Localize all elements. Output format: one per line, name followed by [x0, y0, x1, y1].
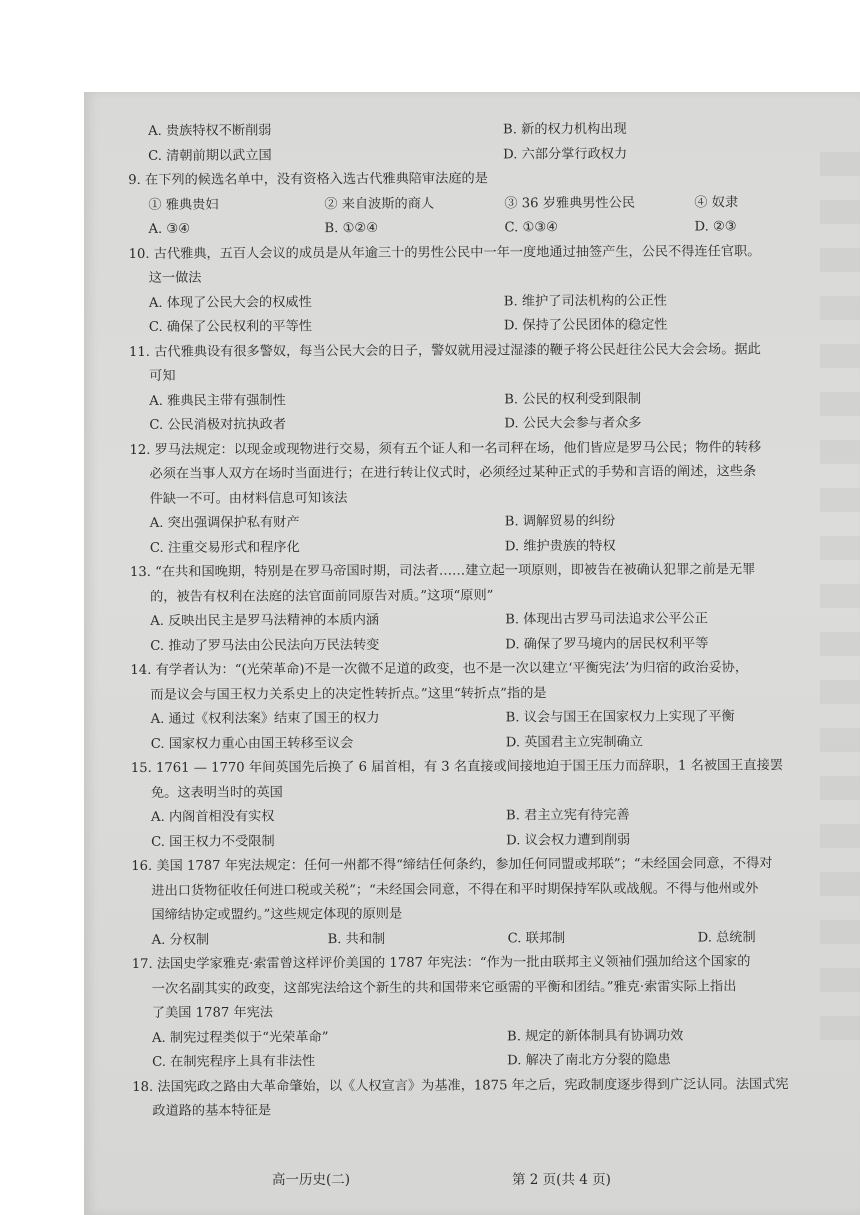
- question-stem: 14. 有学者认为：“(光荣革命)不是一次微不足道的政变，也不是一次以建立‘平衡宪法’为归宿的政治妥协，: [130, 660, 749, 678]
- option-d: D. 六部分掌行政权力: [503, 146, 628, 162]
- option-c: C. 推动了罗马法由公民法向万民法转变: [150, 637, 380, 654]
- question-stem-cont: 而是议会与国王权力关系史上的决定性转折点。”这里“转折点”指的是: [150, 685, 547, 703]
- question-12: [129, 435, 840, 561]
- option-a: A. 体现了公民大会的权威性: [148, 294, 312, 311]
- question-stem-cont: 件缺一不可。由材料信息可知该法: [149, 490, 348, 507]
- option-d: D. 议会权力遭到削弱: [506, 832, 631, 848]
- option-a: A. 制宪过程类似于“光荣革命”: [151, 1029, 329, 1046]
- option-b: B. 新的权力机构出现: [503, 121, 627, 138]
- option-d: D. 总统制: [697, 929, 756, 946]
- option-c: C. 国王权力不受限制: [151, 833, 275, 850]
- question-stem-cont: 的，被告有权利在法庭的法官面前同原告对质。”这项“原则”: [150, 587, 494, 605]
- option-c: C. 联邦制: [507, 930, 566, 946]
- question-stem: 12. 罗马法规定：以现金或现物进行交易，须有五个证人和一名司秤在场，他们皆应是罗马公民；物件的转移: [129, 439, 762, 458]
- option-a: A. 贵族特权不断削弱: [148, 123, 272, 139]
- option-c: C. 注重交易形式和程序化: [149, 539, 300, 556]
- item-1: ① 雅典贵妇: [148, 197, 219, 213]
- question-stem-cont: 了美国 1787 年宪法: [151, 1005, 274, 1021]
- question-options: [129, 386, 839, 438]
- question-stem: 17. 法国史学家雅克·索雷曾这样评价美国的 1787 年宪法：“作为一批由联邦主义领袖们强加给这个国家的: [131, 954, 751, 972]
- footer-subject: 高一历史(二): [272, 1172, 351, 1188]
- question-options: [132, 1023, 842, 1075]
- question-options: [130, 607, 840, 659]
- item-4: ④ 奴隶: [694, 194, 739, 211]
- question-stem-cont: 国缔结协定或盟约。”这些规定体现的原则是: [151, 906, 403, 923]
- question-stem-cont: 一次名副其实的政变，这部宪法给这个新生的共和国带来它亟需的平衡和团结。”雅克·索雷实际上指出: [151, 978, 737, 997]
- question-10: [129, 239, 839, 340]
- question-stem: 10. 古代雅典，五百人会议的成员是从年逾三十的男性公民中一年一度地通过抽签产生，公民不得连任官职。: [128, 243, 761, 262]
- option-b: B. 议会与国王在国家权力上实现了平衡: [505, 709, 735, 726]
- option-a: A. 突出强调保护私有财产: [149, 515, 300, 531]
- option-b: B. 公民的权利受到限制: [504, 391, 642, 407]
- question-options: [131, 705, 841, 757]
- exam-content: [128, 117, 842, 1125]
- question-17: [132, 950, 843, 1076]
- question-stem: 13. “在共和国晚期，特别是在罗马帝国时期，司法者……建立起一项原则，即被告在被确认犯罪之前是无罪: [129, 562, 756, 580]
- option-b: B. 体现出古罗马司法追求公平公正: [505, 611, 708, 628]
- question-stem: 16. 美国 1787 年宪法规定：任何一州都不得“缔结任何条约，参加任何同盟或邦联”；“未经国会同意，不得对: [131, 856, 773, 874]
- option-d: D. 英国君主立宪制确立: [505, 734, 643, 750]
- question-11: [129, 337, 839, 438]
- question-options: [132, 925, 842, 953]
- option-b: B. ①②④: [324, 220, 379, 237]
- option-c: C. 清朝前期以武立国: [148, 147, 272, 164]
- question-stem-cont: 这一做法: [148, 270, 202, 286]
- option-d: D. 公民大会参与者众多: [504, 415, 642, 432]
- candidate-items: [128, 190, 838, 218]
- option-c: C. 公民消极对抗执政者: [149, 417, 287, 433]
- option-c: C. 在制宪程序上具有非法性: [152, 1054, 316, 1070]
- question-stem: 9. 在下列的候选名单中，没有资格入选古代雅典陪审法庭的是: [128, 171, 488, 188]
- question-stem-cont: 必须在当事人双方在场时当面进行；在进行转让仪式时，必须经过某种正式的手势和言语的阐述，这些条: [149, 464, 757, 482]
- question-18: [132, 1072, 842, 1124]
- question-14: [130, 656, 840, 757]
- option-b: B. 共和制: [327, 931, 386, 947]
- option-a: A. 内阁首相没有实权: [151, 809, 275, 825]
- question-options: [130, 509, 840, 561]
- option-c: C. 确保了公民权利的平等性: [148, 319, 313, 335]
- option-d: D. 维护贵族的特权: [504, 538, 616, 554]
- option-b: B. 维护了司法机构的公正性: [503, 293, 667, 309]
- item-3: ③ 36 岁雅典男性公民: [504, 195, 636, 211]
- option-b: B. 规定的新体制具有协调功效: [506, 1028, 684, 1044]
- footer-page-number: 第 2 页(共 4 页): [512, 1172, 611, 1188]
- option-a: A. 反映出民主是罗马法精神的本质内涵: [150, 612, 380, 629]
- question-stem-cont: 可知: [149, 368, 176, 384]
- question-options: [129, 288, 839, 340]
- option-d: D. 确保了罗马境内的居民权利平等: [505, 635, 709, 652]
- option-a: A. 雅典民主带有强制性: [149, 392, 286, 409]
- option-a: A. 通过《权利法案》结束了国王的权力: [150, 710, 380, 727]
- question-options: [128, 215, 838, 243]
- question-stem-cont: 政道路的基本特征是: [152, 1103, 272, 1119]
- question-stem: 18. 法国宪政之路由大革命肇始，以《人权宣言》为基准，1875 年之后，宪政制度逐步得到广泛认同。法国式宪: [132, 1076, 789, 1095]
- option-a: A. 分权制: [151, 932, 210, 948]
- exam-page: [84, 92, 860, 1215]
- option-a: A. ③④: [148, 221, 191, 237]
- question-13: [130, 558, 840, 659]
- top-options: [128, 117, 838, 169]
- question-options: [131, 803, 841, 855]
- question-stem: 11. 古代雅典设有很多警奴，每当公民大会的日子，警奴就用浸过湿漆的鞭子将公民赶往公民大会会场。据此: [128, 341, 761, 360]
- question-15: [131, 754, 841, 855]
- option-d: D. 解决了南北方分裂的隐患: [507, 1052, 671, 1069]
- option-b: B. 君主立宪有待完善: [506, 807, 630, 824]
- item-2: ② 来自波斯的商人: [324, 196, 435, 212]
- question-stem-cont: 进出口货物征收任何进口税或关税”；“未经国会同意，不得在和平时期保持军队或战舰。不得与他州或外: [151, 880, 759, 899]
- question-9: [128, 166, 838, 243]
- question-stem: 15. 1761 — 1770 年间英国先后换了 6 届首相，有 3 名直接或间接地迫于国王压力而辞职，1 名被国王直接罢: [130, 758, 783, 776]
- option-b: B. 调解贸易的纠纷: [504, 513, 616, 530]
- question-stem-cont: 免。这表明当时的英国: [150, 784, 283, 801]
- option-c: C. 国家权力重心由国王转移至议会: [150, 735, 354, 752]
- option-d: D. 保持了公民团体的稳定性: [503, 317, 668, 334]
- option-c: C. ①③④: [504, 220, 558, 236]
- question-16: [131, 852, 841, 953]
- option-d: D. ②③: [694, 219, 737, 235]
